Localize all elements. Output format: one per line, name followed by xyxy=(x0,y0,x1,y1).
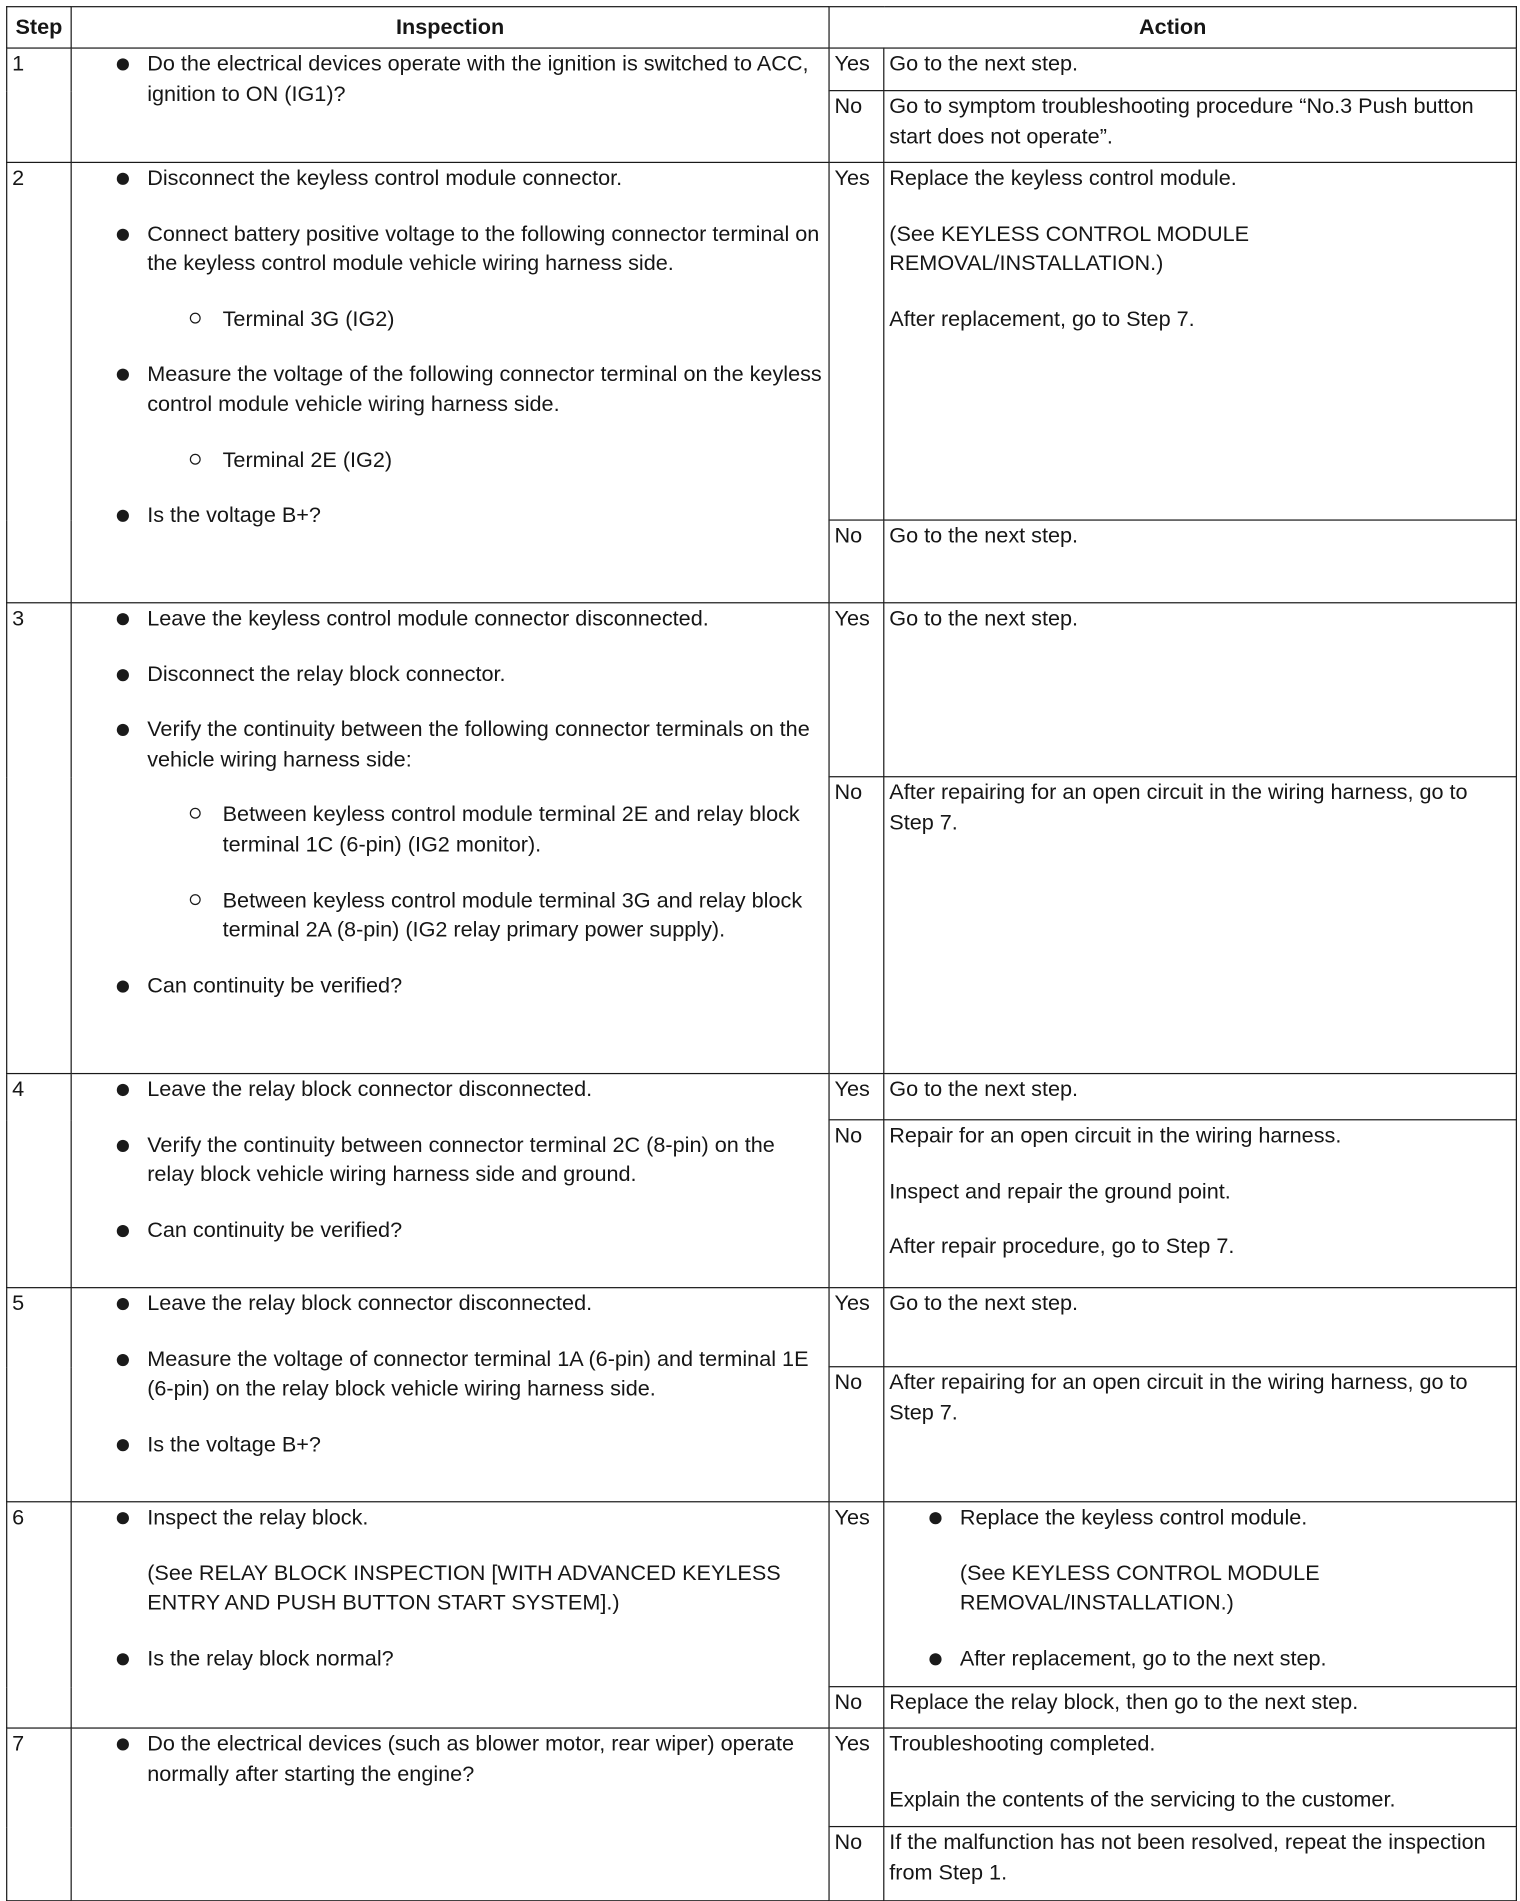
no-action xyxy=(884,91,1517,163)
yes-label: Yes xyxy=(829,1074,884,1120)
yes-label: Yes xyxy=(829,1502,884,1687)
inspection-item: Is the relay block normal? xyxy=(147,1643,823,1673)
no-action xyxy=(884,1120,1517,1288)
step-5-yes-row xyxy=(7,1288,1517,1367)
inspection-item: Can continuity be verified? xyxy=(147,970,823,1000)
yes-label: Yes xyxy=(829,162,884,520)
step-4-yes-row xyxy=(7,1074,1517,1120)
action-text: (See KEYLESS CONTROL MODULE REMOVAL/INSTALLATION.) xyxy=(889,220,1250,276)
inspection-cell xyxy=(71,1288,829,1502)
no-action xyxy=(884,1367,1517,1502)
action-text: If the malfunction has not been resolved, repeat the inspection from Step 1. xyxy=(889,1829,1486,1884)
inspection-item: Do the electrical devices operate with the ignition is switched to ACC, ignition to ON (IG1)? xyxy=(147,49,823,109)
inspection-cell xyxy=(71,1074,829,1288)
action-text: After repairing for an open circuit in the wiring harness, go to Step 7. xyxy=(889,1369,1468,1425)
inspection-item: Leave the keyless control module connector disconnected. xyxy=(147,603,823,633)
inspection-subitem: Between keyless control module terminal 3G and relay block terminal 2A (8-pin) (IG2 relay primary power supply). xyxy=(223,885,824,945)
yes-label: Yes xyxy=(829,48,884,91)
step-number: 4 xyxy=(7,1074,71,1288)
header-step: Step xyxy=(7,7,71,48)
inspection-item xyxy=(147,359,823,474)
yes-action xyxy=(884,1502,1517,1687)
step-number: 2 xyxy=(7,162,71,602)
no-label: No xyxy=(829,777,884,1074)
yes-label: Yes xyxy=(829,1288,884,1367)
inspection-reference: (See RELAY BLOCK INSPECTION [WITH ADVANCED KEYLESS ENTRY AND PUSH BUTTON START SYSTEM].) xyxy=(147,1560,781,1615)
no-label: No xyxy=(829,520,884,603)
action-text: Go to the next step. xyxy=(889,1076,1079,1101)
inspection-item: Leave the relay block connector disconnected. xyxy=(147,1288,823,1318)
action-text: After repair procedure, go to Step 7. xyxy=(889,1233,1235,1259)
inspection-cell xyxy=(71,603,829,1074)
step-number: 6 xyxy=(7,1502,71,1728)
inspection-text: Measure the voltage of the following connector terminal on the keyless control module vehicle wiring harness side. xyxy=(147,361,822,417)
yes-action xyxy=(884,603,1517,777)
step-number: 5 xyxy=(7,1288,71,1502)
inspection-item xyxy=(147,1502,823,1617)
inspection-item: Is the voltage B+? xyxy=(147,1429,823,1459)
header-action: Action xyxy=(829,7,1516,48)
inspection-text: Verify the continuity between the following connector terminals on the vehicle wiring harness side: xyxy=(147,716,810,771)
action-text: Go to symptom troubleshooting procedure “No.3 Push button start does not operate”. xyxy=(889,93,1474,148)
inspection-subitem: Terminal 2E (IG2) xyxy=(223,445,824,475)
yes-action xyxy=(884,1074,1517,1120)
yes-action xyxy=(884,1728,1517,1827)
action-text: Replace the relay block, then go to the next step. xyxy=(889,1689,1359,1715)
action-item xyxy=(960,1502,1511,1617)
inspection-item: Leave the relay block connector disconnected. xyxy=(147,1074,823,1104)
action-text: Inspect and repair the ground point. xyxy=(889,1178,1231,1203)
step-number: 7 xyxy=(7,1728,71,1901)
no-label: No xyxy=(829,1120,884,1288)
inspection-item: Can continuity be verified? xyxy=(147,1215,823,1245)
inspection-item: Verify the continuity between connector terminal 2C (8-pin) on the relay block vehicle wiring harness side and ground. xyxy=(147,1130,823,1190)
inspection-item xyxy=(147,714,823,945)
header-inspection: Inspection xyxy=(71,7,829,48)
no-label: No xyxy=(829,1827,884,1901)
inspection-item xyxy=(147,218,823,333)
inspection-cell xyxy=(71,1728,829,1901)
inspection-item: Is the voltage B+? xyxy=(147,500,823,530)
action-text: Go to the next step. xyxy=(889,1290,1079,1316)
inspection-item: Measure the voltage of connector terminal 1A (6-pin) and terminal 1E (6-pin) on the relay block vehicle wiring harness side. xyxy=(147,1344,823,1404)
inspection-text: Connect battery positive voltage to the following connector terminal on the keyless control module vehicle wiring harness side. xyxy=(147,220,820,276)
no-action xyxy=(884,777,1517,1074)
action-text: Go to the next step. xyxy=(889,523,1079,548)
step-7-yes-row xyxy=(7,1728,1517,1827)
yes-action xyxy=(884,48,1517,91)
step-6-yes-row xyxy=(7,1502,1517,1687)
inspection-cell xyxy=(71,48,829,162)
yes-action xyxy=(884,1288,1517,1367)
step-1-yes-row xyxy=(7,48,1517,91)
no-label: No xyxy=(829,1367,884,1502)
action-item: After replacement, go to the next step. xyxy=(960,1643,1511,1673)
header-row xyxy=(7,7,1517,48)
inspection-cell xyxy=(71,1502,829,1728)
no-action xyxy=(884,1687,1517,1728)
action-text: Go to the next step. xyxy=(889,605,1079,631)
step-number: 1 xyxy=(7,48,71,162)
inspection-cell xyxy=(71,162,829,602)
no-action xyxy=(884,520,1517,603)
action-text: After repairing for an open circuit in the wiring harness, go to Step 7. xyxy=(889,779,1468,835)
action-text: Go to the next step. xyxy=(889,51,1079,76)
action-text: Replace the keyless control module. xyxy=(889,165,1237,190)
action-text: Repair for an open circuit in the wiring harness. xyxy=(889,1122,1342,1148)
inspection-text: Inspect the relay block. xyxy=(147,1504,369,1530)
action-reference: (See KEYLESS CONTROL MODULE REMOVAL/INSTALLATION.) xyxy=(959,1560,1320,1615)
inspection-item: Do the electrical devices (such as blower motor, rear wiper) operate normally after starting the engine? xyxy=(147,1729,823,1789)
inspection-item: Disconnect the relay block connector. xyxy=(147,659,823,689)
action-text: After replacement, go to Step 7. xyxy=(889,306,1195,331)
action-text: Troubleshooting completed. xyxy=(889,1731,1156,1756)
inspection-item: Disconnect the keyless control module connector. xyxy=(147,163,823,193)
no-action xyxy=(884,1827,1517,1901)
troubleshooting-table xyxy=(6,6,1517,1901)
yes-label: Yes xyxy=(829,1728,884,1827)
inspection-subitem: Terminal 3G (IG2) xyxy=(223,304,824,334)
step-3-yes-row xyxy=(7,603,1517,777)
no-label: No xyxy=(829,1687,884,1728)
step-2-yes-row xyxy=(7,162,1517,520)
action-text: Replace the keyless control module. xyxy=(959,1504,1308,1530)
no-label: No xyxy=(829,91,884,163)
step-number: 3 xyxy=(7,603,71,1074)
action-text: Explain the contents of the servicing to the customer. xyxy=(889,1786,1396,1811)
yes-action xyxy=(884,162,1517,520)
inspection-subitem: Between keyless control module terminal 2E and relay block terminal 1C (6-pin) (IG2 monitor). xyxy=(223,800,824,860)
yes-label: Yes xyxy=(829,603,884,777)
